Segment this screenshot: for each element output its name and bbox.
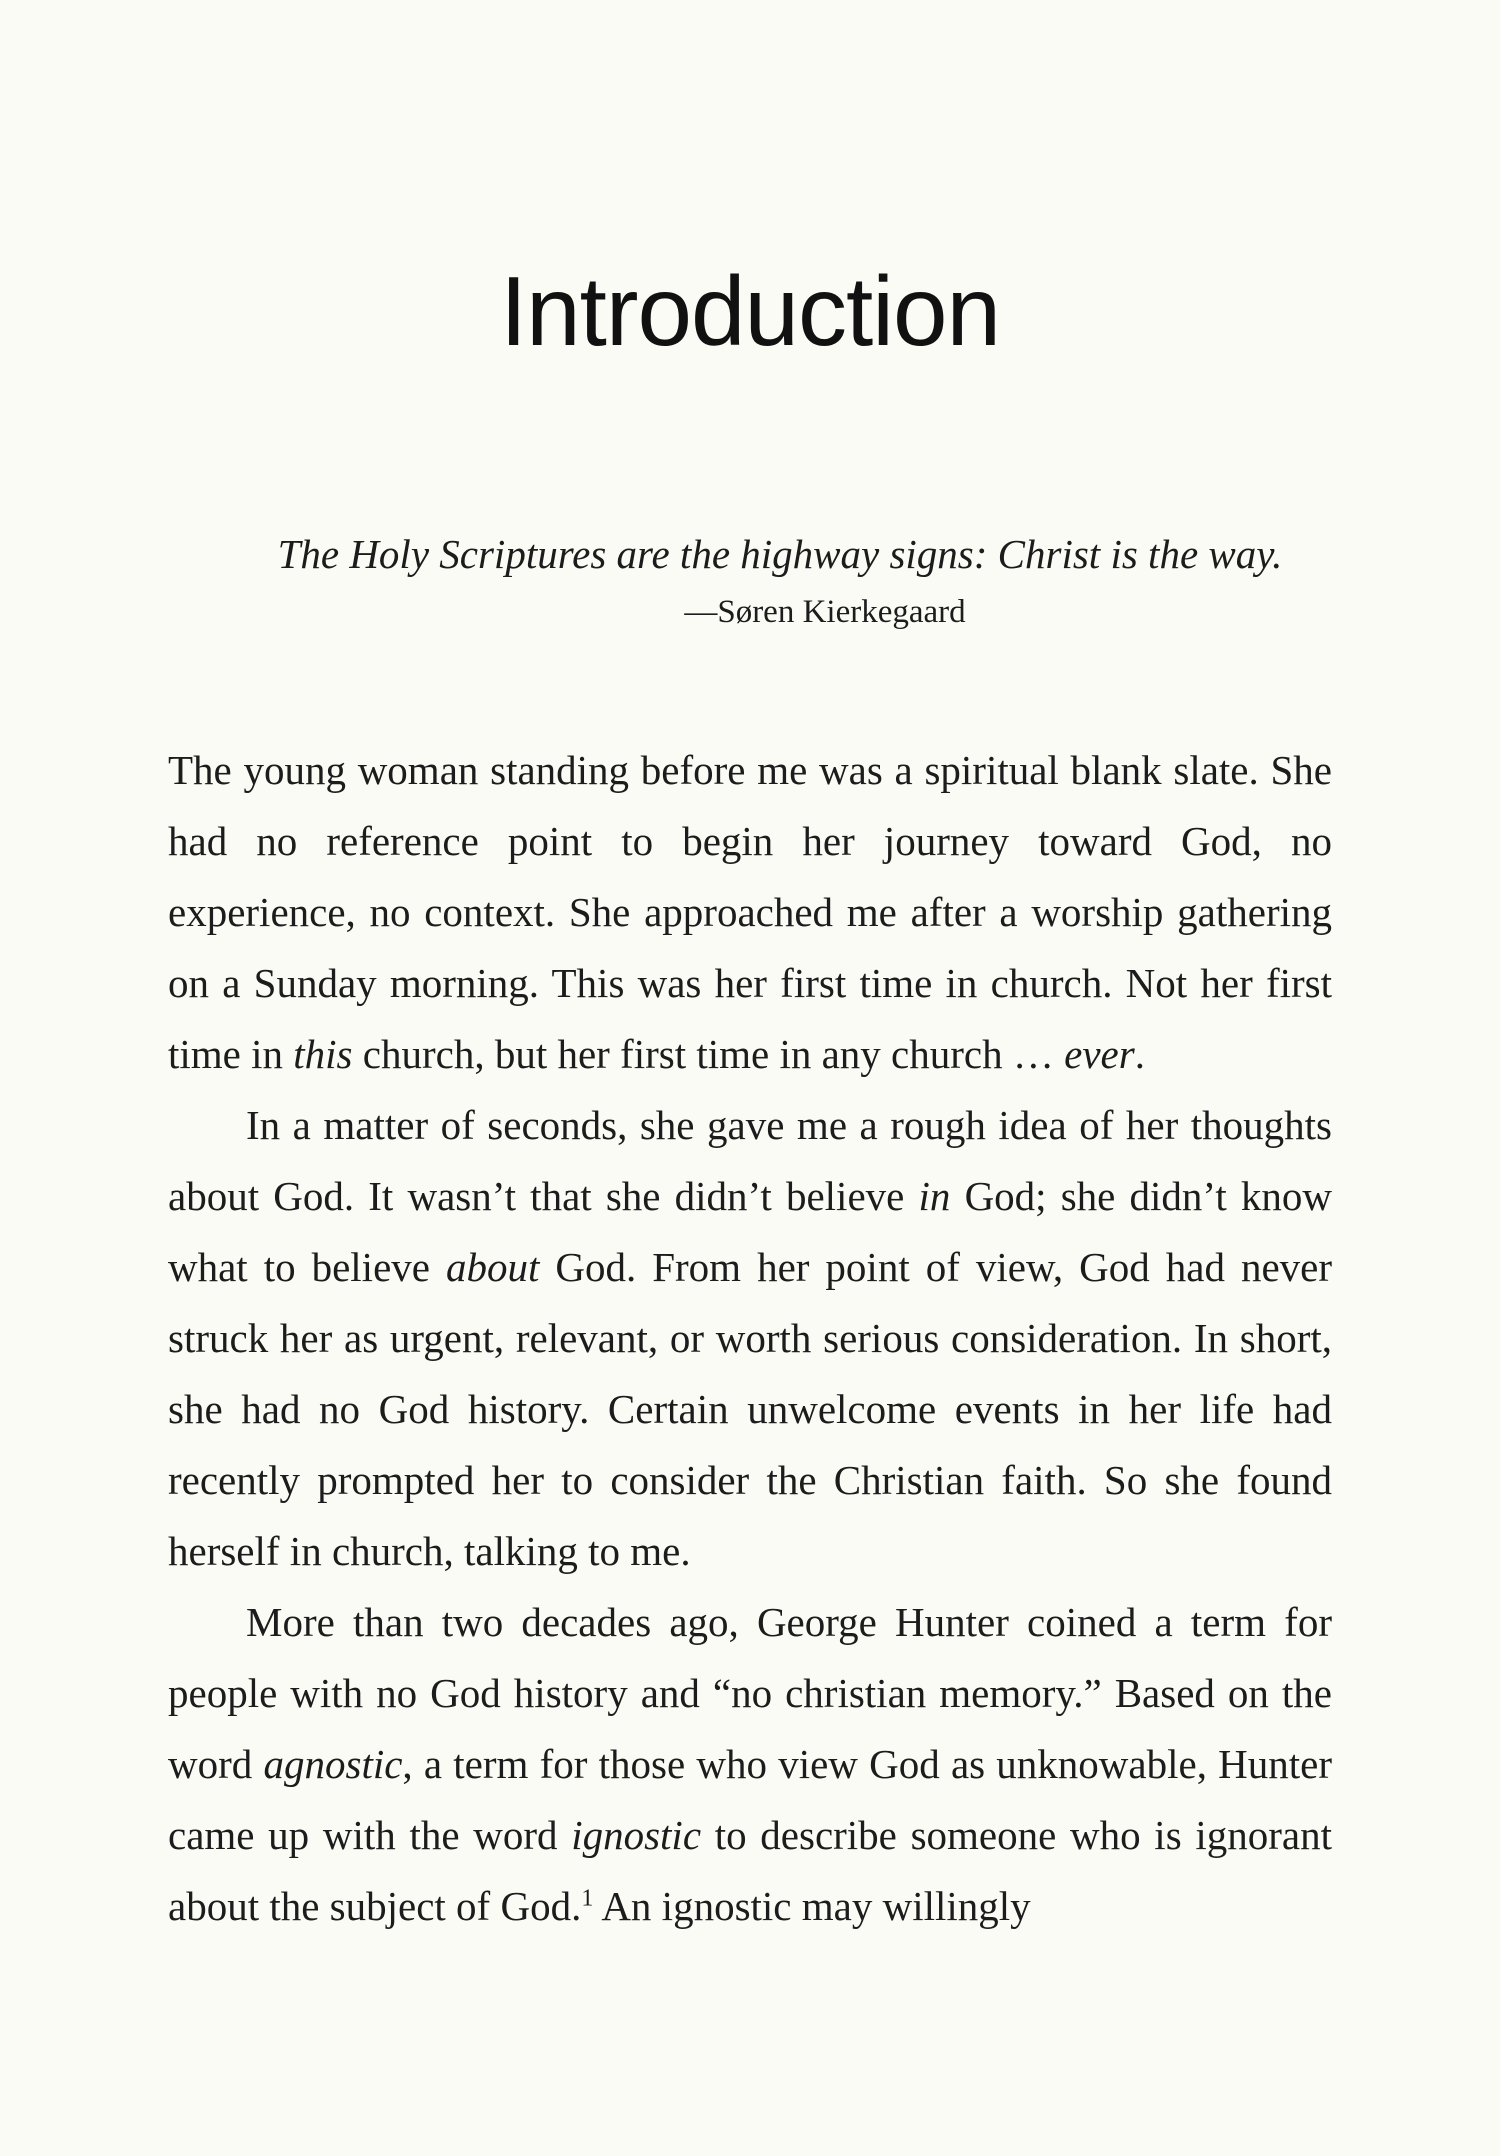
paragraph <box>168 1587 1332 1942</box>
text-segment: God. From her point of view, God had never struck her as urgent, relevant, or worth serious consideration. In short, she had no God history. Certain unwelcome events in her life had recently prompted her to consider the Christian faith. So she found herself in church, talking to me. <box>168 1244 1332 1574</box>
text-segment: The young woman standing before me was a spiritual blank slate. She had no reference point to begin her journey toward God, no experience, no context. She approached me after a worship gathering on a Sunday morning. This was her first time in church. Not her first time in <box>168 747 1332 1077</box>
footnote-marker: 1 <box>581 1885 594 1912</box>
emphasized-text: this <box>293 1031 353 1077</box>
body-text <box>168 735 1332 1942</box>
text-segment: An ignostic may willingly <box>593 1883 1031 1929</box>
epigraph-quote: The Holy Scriptures are the highway signs: Christ is the way. <box>277 531 1283 577</box>
text-segment: In a matter of seconds, she gave me a rough idea of her thoughts about God. It wasn’t that she didn’t believe <box>168 1102 1332 1219</box>
text-segment: More than two decades ago, George Hunter coined a term for people with no God history and “no christian memory.” Based on the word <box>168 1599 1332 1787</box>
epigraph <box>0 525 1500 637</box>
emphasized-text: agnostic <box>263 1741 403 1787</box>
text-segment: God; she didn’t know what to believe <box>168 1173 1332 1290</box>
emphasized-text: ignostic <box>571 1812 702 1858</box>
paragraph <box>168 735 1332 1090</box>
text-segment: , a term for those who view God as unknowable, Hunter came up with the word <box>168 1741 1333 1858</box>
text-segment: . <box>1134 1031 1145 1077</box>
emphasized-text: ever <box>1064 1031 1135 1077</box>
emphasized-text: about <box>445 1244 540 1290</box>
epigraph-attribution: —Søren Kierkegaard <box>684 594 966 630</box>
text-segment: church, but her first time in any church … <box>352 1031 1065 1077</box>
text-segment: to describe someone who is ignorant about the subject of God. <box>168 1812 1332 1929</box>
chapter-title: Introduction <box>499 256 1001 366</box>
emphasized-text: in <box>918 1173 951 1219</box>
paragraph <box>168 1090 1332 1587</box>
